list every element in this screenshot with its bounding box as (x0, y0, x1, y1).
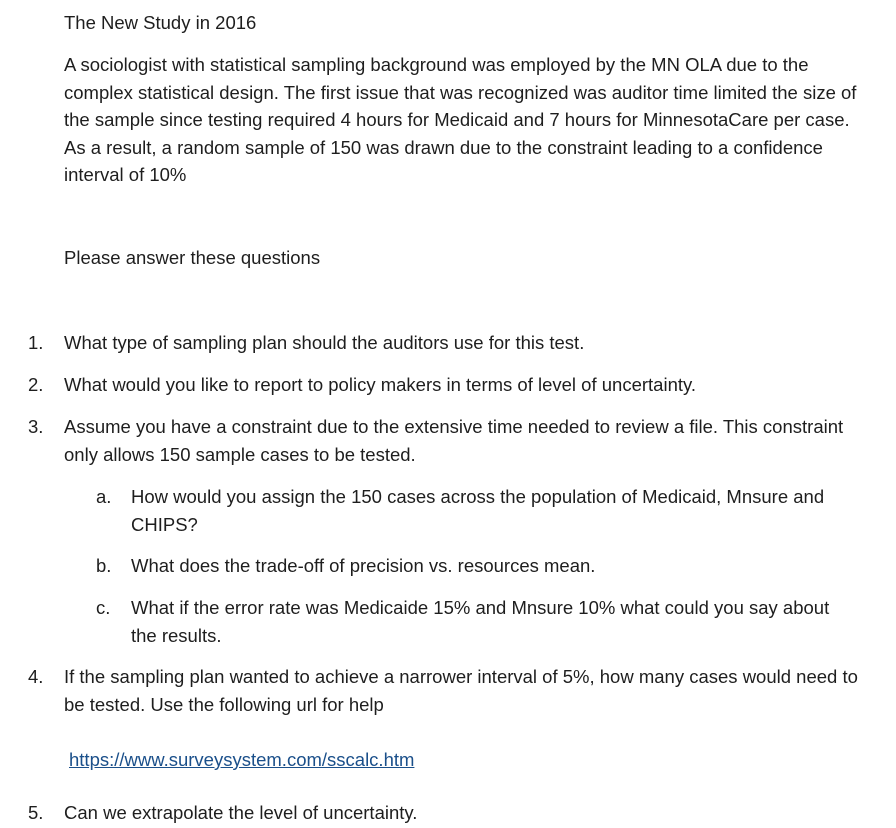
question-number: 4. (28, 666, 44, 687)
subquestion-text: How would you assign the 150 cases across the population of Medicaid, Mnsure and CHIPS? (131, 486, 825, 535)
questions-prompt: Please answer these questions (64, 247, 321, 268)
document-heading: The New Study in 2016 (64, 12, 257, 33)
question-text: What would you like to report to policy makers in terms of level of uncertainty. (64, 374, 697, 395)
question-text: Can we extrapolate the level of uncertainty. (64, 802, 418, 823)
subquestion-text: What does the trade-off of precision vs. resources mean. (131, 555, 596, 576)
subquestion-text: What if the error rate was Medicaide 15% and Mnsure 10% what could you say about the results. (131, 597, 830, 646)
subquestion-letter: a. (96, 486, 112, 507)
question-number: 1. (28, 332, 44, 353)
survey-calculator-link[interactable]: https://www.surveysystem.com/sscalc.htm (69, 749, 415, 770)
question-text: Assume you have a constraint due to the extensive time needed to review a file. This constraint only allows 150 sample cases to be tested. (64, 416, 844, 465)
question-number: 5. (28, 802, 44, 823)
question-text: What type of sampling plan should the auditors use for this test. (64, 332, 585, 353)
subquestion-letter: c. (96, 597, 111, 618)
question-number: 2. (28, 374, 44, 395)
intro-paragraph: A sociologist with statistical sampling background was employed by the MN OLA due to the complex statistical design. The first issue that was recognized was auditor time limited the size of the sample since testing required 4 hours for Medicaid and 7 hours for MinnesotaCare per case. As a result, a random sample of 150 was drawn due to the constraint leading to a confidence interval of 10% (64, 54, 857, 185)
question-text: If the sampling plan wanted to achieve a narrower interval of 5%, how many cases would need to be tested. Use the following url for help (64, 666, 858, 715)
subquestion-letter: b. (96, 555, 112, 576)
question-number: 3. (28, 416, 44, 437)
